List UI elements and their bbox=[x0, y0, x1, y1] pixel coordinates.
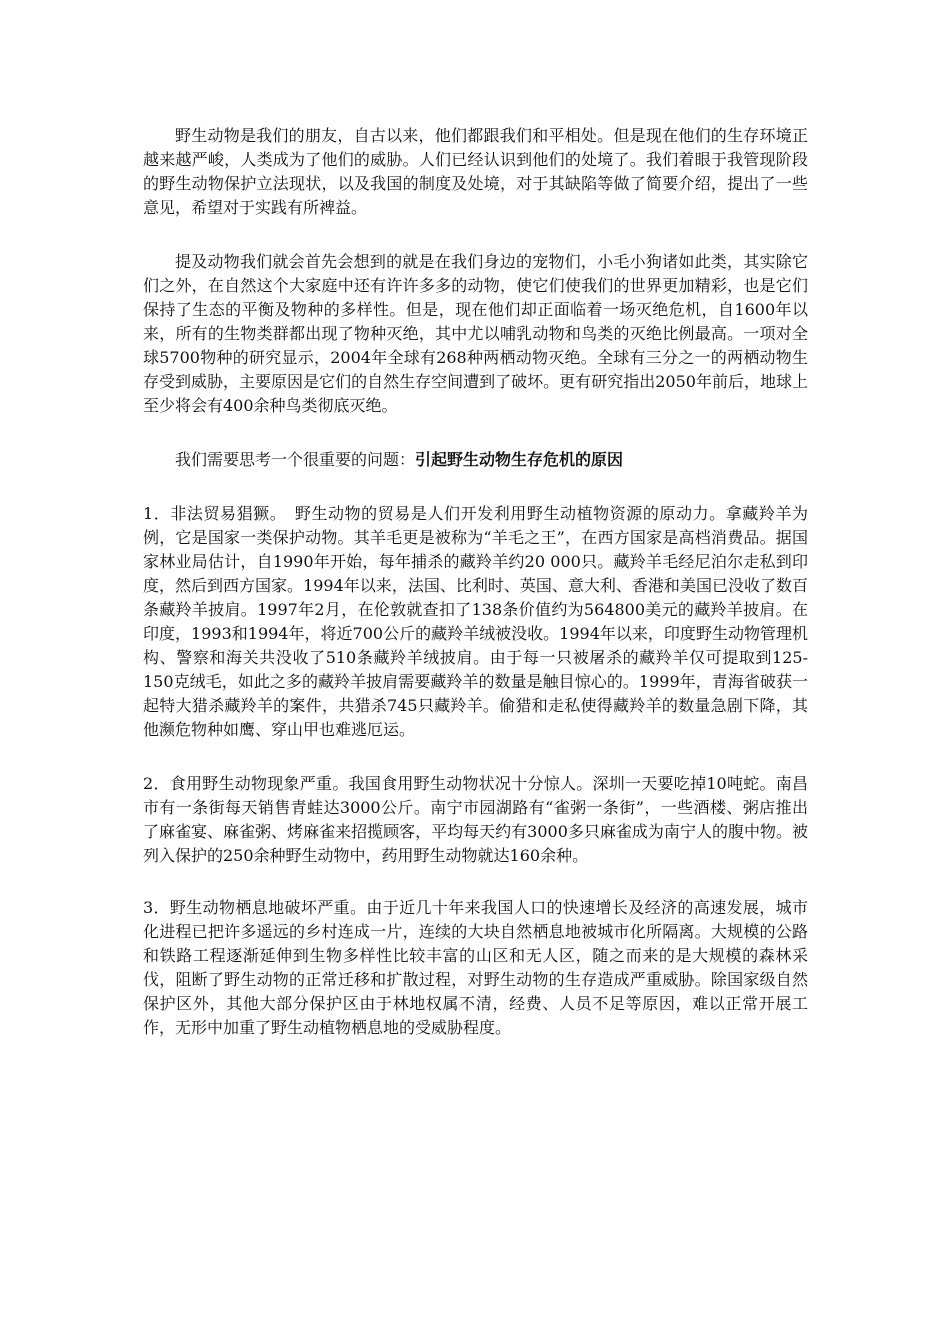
point-3-paragraph: 3．野生动物栖息地破坏严重。由于近几十年来我国人口的快速增长及经济的高速发展，城市化进程已把许多遥远的乡村连成一片，连续的大块自然栖息地被城市化所隔离。大规模的公路和铁路工程逐渐延伸到生物多样性比较丰富的山区和无人区，随之而来的是大规模的森林采伐，阻断了野生动物的正常迁移和扩散过程，对野生动物的生存造成严重威胁。除国家级自然保护区外，其他大部分保护区由于林地权属不清，经费、人员不足等原因，难以正常开展工作，无形中加重了野生动植物栖息地的受威胁程度。 bbox=[143, 898, 808, 1037]
point-1-paragraph: 1．非法贸易猖獗。 野生动物的贸易是人们开发利用野生动植物资源的原动力。拿藏羚羊为例，它是国家一类保护动物。其羊毛更是被称为“羊毛之王”，在西方国家是高档消费品。据国家林业局估计，自1990年开始，每年捕杀的藏羚羊约20 000只。藏羚羊毛经尼泊尔走私到印度，然后到西方国家。1994年以来，法国、比利时、英国、意大利、香港和美国已没收了数百条藏羚羊披肩。1997年2月，在伦敦就查扣了138条价值约为564800美元的藏羚羊披肩。在印度，1993和1994年，将近700公斤的藏羚羊绒被没收。1994年以来，印度野生动物管理机构、警察和海关共没收了510条藏羚羊绒披肩。由于每一只被屠杀的藏羚羊仅可提取到125-150克绒毛，如此之多的藏羚羊披肩需要藏羚羊的数量是触目惊心的。1999年，青海省破获一起特大猎杀藏羚羊的案件，共猎杀745只藏羚羊。偷猎和走私使得藏羚羊的数量急剧下降，其他濒危物种如鹰、穿山甲也难逃厄运。 bbox=[143, 504, 808, 739]
background-paragraph: 提及动物我们就会首先会想到的就是在我们身边的宠物们，小毛小狗诸如此类，其实除它们之外，在自然这个大家庭中还有许许多多的动物，使它们使我们的世界更加精彩，也是它们保持了生态的平衡及物种的多样性。但是，现在他们却正面临着一场灭绝危机，自1600年以来，所有的生物类群都出现了物种灭绝，其中尤以哺乳动物和鸟类的灭绝比例最高。一项对全球5700物种的研究显示，2004年全球有268种两栖动物灭绝。全球有三分之一的两栖动物生存受到威胁，主要原因是它们的自然生存空间遭到了破坏。更有研究指出2050年前后，地球上至少将会有400余种鸟类彻底灭绝。 bbox=[143, 252, 808, 415]
question-emphasis: 引起野生动物生存危机的原因 bbox=[415, 450, 624, 469]
question-prefix: 我们需要思考一个很重要的问题： bbox=[175, 450, 416, 469]
paragraph-spacer bbox=[143, 472, 808, 502]
paragraph-spacer bbox=[143, 868, 808, 896]
paragraph-spacer bbox=[143, 742, 808, 772]
paragraph-spacer bbox=[143, 418, 808, 448]
point-2-paragraph: 2．食用野生动物现象严重。我国食用野生动物状况十分惊人。深圳一天要吃掉10吨蛇。南昌市有一条街每天销售青蛙达3000公斤。南宁市园湖路有“雀粥一条街”，一些酒楼、粥店推出了麻雀宴、麻雀粥、烤麻雀来招揽顾客，平均每天约有3000多只麻雀成为南宁人的腹中物。被列入保护的250余种野生动物中，药用野生动物就达160余种。 bbox=[143, 774, 808, 865]
intro-paragraph: 野生动物是我们的朋友，自古以来，他们都跟我们和平相处。但是现在他们的生存环境正越来越严峻，人类成为了他们的威胁。人们已经认识到他们的处境了。我们着眼于我管现阶段的野生动物保护立法现状，以及我国的制度及处境，对于其缺陷等做了简要介绍，提出了一些意见，希望对于实践有所裨益。 bbox=[143, 126, 808, 217]
paragraph-spacer bbox=[143, 220, 808, 250]
question-paragraph bbox=[143, 448, 808, 472]
document-body bbox=[143, 124, 808, 1040]
